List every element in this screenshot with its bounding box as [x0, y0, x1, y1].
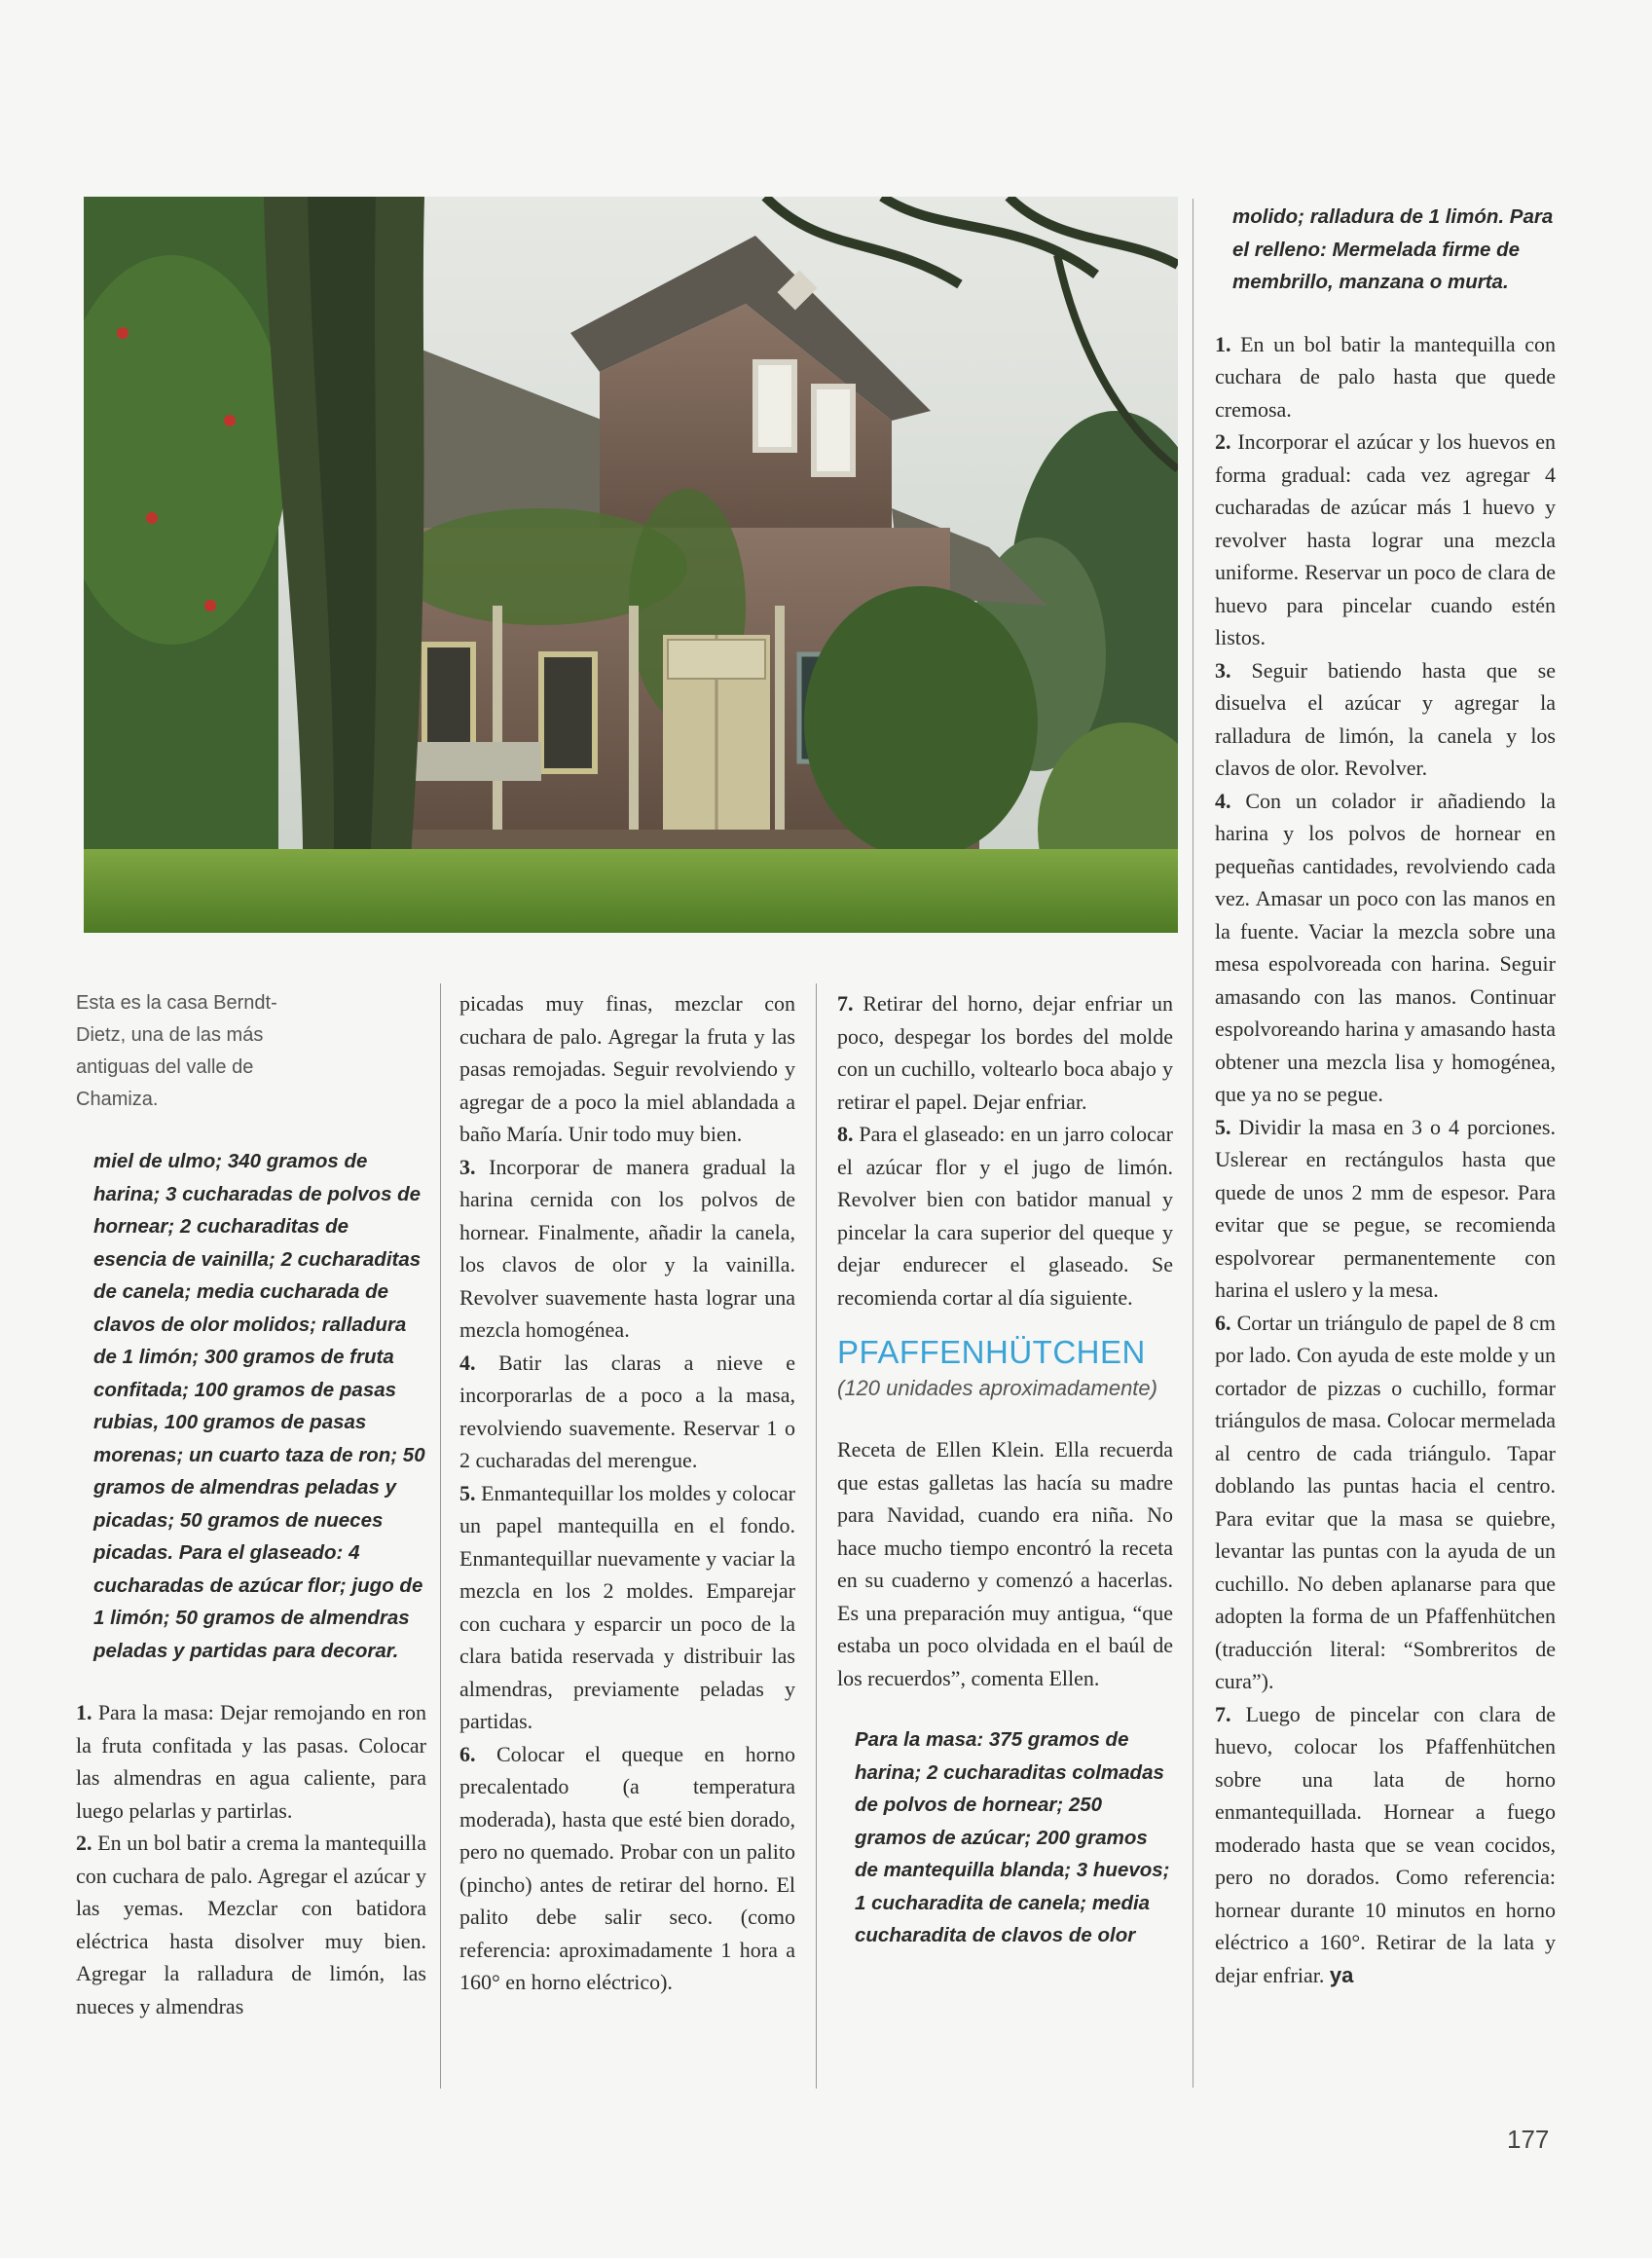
- column-1: [76, 987, 426, 2022]
- step-number: 8.: [837, 1122, 854, 1146]
- recipe-step: [1215, 1698, 1556, 1992]
- step-number: 5.: [1215, 1114, 1231, 1139]
- column-2: [459, 987, 795, 1999]
- page-number: 177: [1507, 2125, 1550, 2154]
- recipe-title: PFAFFENHÜTCHEN: [837, 1334, 1146, 1370]
- recipe-step: [1215, 1307, 1556, 1698]
- step-text: Seguir batiendo hasta que se disuelva el azúcar y agregar la ralladura de limón, la canela y los clavos de olor. Revolver.: [1215, 657, 1556, 780]
- recipe-step: [76, 1827, 426, 2022]
- step-text: Cortar un triángulo de papel de 8 cm por lado. Con ayuda de este molde y un cortador de pizzas o cuchillo, formar triángulos de masa. Colocar mermelada al centro de cada triángulo. Tapar doblando las puntas hacia el centro. Para evitar que la masa se quiebre, levantar las puntas con la ayuda de un cuchillo. No deben aplanarse para que adopten la forma de un Pfaffenhütchen (traducción literal: “Sombreritos de cura”).: [1215, 1310, 1556, 1693]
- photo-caption: Esta es la casa Berndt-Dietz, una de las más antiguas del valle de Chamiza.: [76, 992, 277, 1110]
- step-number: 1.: [1215, 331, 1231, 356]
- column-divider: [440, 983, 441, 2089]
- step-text: En un bol batir a crema la mantequilla con cuchara de palo. Agregar el azúcar y las yemas. Mezclar con batidora eléctrica hasta disolver muy bien. Agregar la ralladura de limón, las nueces y almendras: [76, 1831, 426, 2018]
- step-text: Para el glaseado: en un jarro colocar el azúcar flor y el jugo de limón. Revolver bien con batidor manual y pincelar la cara superior del queque y dejar endurecer el glaseado. Se recomienda cortar al día siguiente.: [837, 1122, 1174, 1310]
- recipe-step: [837, 987, 1173, 1118]
- step-text: Incorporar el azúcar y los huevos en forma gradual: cada vez agregar 4 cucharadas de azúcar más 1 huevo y revolver hasta lograr una mezcla uniforme. Reservar un poco de clara de huevo para pincelar cuando estén listos.: [1215, 429, 1556, 649]
- house-photo: [84, 197, 1178, 933]
- step-text: Para la masa: Dejar remojando en ron la fruta confitada y las pasas. Colocar las almendras en agua caliente, para luego pelarlas y partirlas.: [76, 1700, 426, 1823]
- ingredients-list: molido; ralladura de 1 limón. Para el relleno: Mermelada firme de membrillo, manzana o murta.: [1232, 205, 1554, 293]
- ingredients-list: miel de ulmo; 340 gramos de harina; 3 cucharadas de polvos de hornear; 2 cucharaditas de esencia de vainilla; 2 cucharaditas de canela; media cucharada de clavos de olor molidos; ralladura de 1 limón; 300 gramos de fruta confitada; 100 gramos de pasas rubias, 100 gramos de pasas morenas; un cuarto taza de ron; 50 gramos de almendras peladas y picadas; 50 gramos de nueces picadas. Para el glaseado: 4 cucharadas de azúcar flor; jugo de 1 limón; 50 gramos de almendras peladas y partidas para decorar.: [93, 1150, 425, 1662]
- ingredients-list: Para la masa: 375 gramos de harina; 2 cucharaditas colmadas de polvos de hornear; 250 gramos de azúcar; 200 gramos de mantequilla blanda; 3 huevos; 1 cucharadita de canela; media cucharadita de clavos de olor: [855, 1728, 1170, 1946]
- recipe-step: [76, 1696, 426, 1827]
- step-number: 3.: [459, 1154, 476, 1179]
- column-4: [1215, 201, 1556, 1991]
- step-number: 6.: [459, 1741, 476, 1766]
- step-text: Batir las claras a nieve e incorporarlas de a poco a la masa, revolviendo suavemente. Reservar 1 o 2 cucharadas del merengue.: [459, 1350, 795, 1472]
- recipe-step: [1215, 785, 1556, 1111]
- step-text: En un bol batir la mantequilla con cuchara de palo hasta que quede cremosa.: [1215, 331, 1556, 422]
- recipe-intro: Receta de Ellen Klein. Ella recuerda que estas galletas las hacía su madre para Navidad, cuando era niña. No hace mucho tiempo encontró la receta en su cuaderno y comenzó a hacerlas. Es una preparación muy antigua, “que estaba un poco olvidada en el baúl de los recuerdos”, comenta Ellen.: [837, 1437, 1173, 1690]
- recipe-step: [1215, 1111, 1556, 1307]
- step-text: Retirar del horno, dejar enfriar un poco, despegar los bordes del molde con un cuchillo, voltearlo boca abajo y retirar el papel. Dejar enfriar.: [837, 991, 1174, 1114]
- recipe-step: [837, 1118, 1173, 1314]
- step-number: 4.: [1215, 788, 1231, 813]
- recipe-step: [1215, 654, 1556, 785]
- step-text: Con un colador ir añadiendo la harina y los polvos de hornear en pequeñas cantidades, revolviendo cada vez. Amasar un poco con las manos en la fuente. Vaciar la mezcla sobre una mesa espolvoreada con harina. Seguir amasando con las manos. Continuar espolvoreando harina y amasando hasta obtener una mezcla lisa y homogénea, que ya no se pegue.: [1215, 788, 1556, 1106]
- recipe-step: [1215, 426, 1556, 654]
- step-text: Enmantequillar los moldes y colocar un papel mantequilla en el fondo. Enmantequillar nuevamente y vaciar la mezcla en los 2 moldes. Emparejar con cuchara y esparcir un poco de la clara batida reservada y distribuir las almendras, previamente peladas y partidas.: [459, 1480, 796, 1733]
- step-text: Dividir la masa en 3 o 4 porciones. Uslerear en rectángulos hasta que quede de unos 2 mm de espesor. Para evitar que se pegue, se recomienda espolvorear permanentemente con harina el uslero y la mesa.: [1215, 1114, 1556, 1302]
- step-text: Luego de pincelar con clara de huevo, colocar los Pfaffenhütchen sobre una lata de horno enmantequillada. Hornear a fuego moderado hasta que se vean cocidos, pero no dorados. Como referencia: hornear durante 10 minutos en horno eléctrico a 160°. Retirar de la lata y dejar enfriar.: [1215, 1701, 1557, 1987]
- step-number: 2.: [76, 1831, 92, 1855]
- step-number: 5.: [459, 1480, 476, 1505]
- step-text: Colocar el queque en horno precalentado (a temperatura moderada), hasta que esté bien dorado, pero no quemado. Probar con un palito (pincho) antes de retirar del horno. El palito debe salir seco. (como referencia: aproximadamente 1 hora a 160° en horno eléctrico).: [459, 1741, 796, 1994]
- step-number: 7.: [1215, 1701, 1231, 1726]
- recipe-step: [1215, 328, 1556, 426]
- recipe-yield: (120 unidades aproximadamente): [837, 1376, 1157, 1400]
- step-number: 3.: [1215, 657, 1231, 683]
- column-divider: [816, 983, 817, 2089]
- step-number: 1.: [76, 1700, 92, 1724]
- recipe-step: [459, 1151, 795, 1347]
- step-number: 6.: [1215, 1310, 1231, 1335]
- recipe-step: [459, 1738, 795, 1999]
- step-number: 4.: [459, 1350, 476, 1375]
- column-3: [837, 987, 1173, 1952]
- end-mark: ya: [1329, 1962, 1354, 1987]
- step-text: Incorporar de manera gradual la harina cernida con los polvos de hornear. Finalmente, añadir la canela, los clavos de olor y la vainilla. Revolver suavemente hasta lograr una mezcla homogénea.: [459, 1154, 795, 1342]
- step-continuation: picadas muy finas, mezclar con cuchara de palo. Agregar la fruta y las pasas remojadas. Seguir revolviendo y agregar de a poco la miel ablandada a baño María. Unir todo muy bien.: [459, 991, 795, 1146]
- recipe-step: [459, 1477, 795, 1738]
- step-number: 2.: [1215, 429, 1231, 454]
- step-number: 7.: [837, 991, 854, 1016]
- recipe-step: [459, 1347, 795, 1477]
